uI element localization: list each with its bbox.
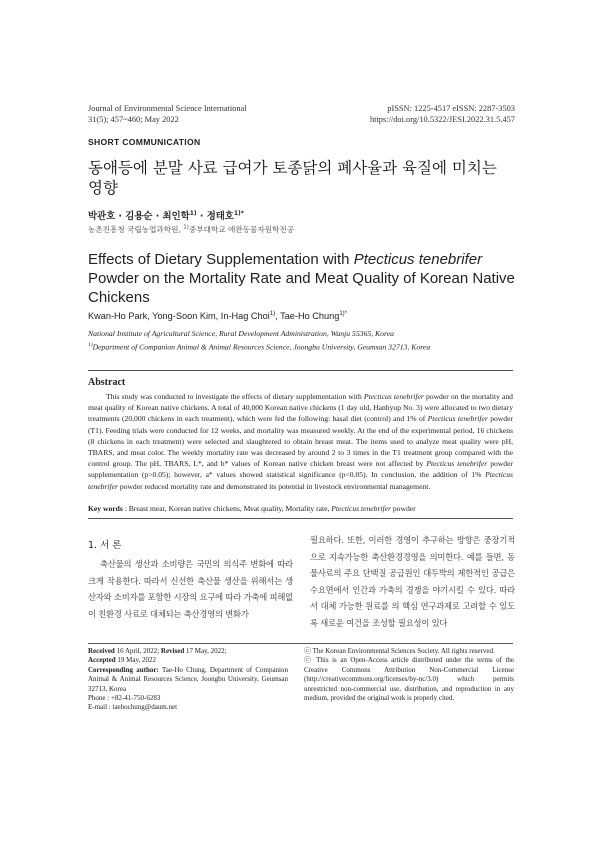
korean-authors: 박관호 · 김용순 · 최인학$^{1)}$ · 정태호$^{1)*}$ [88, 209, 244, 222]
section-heading-introduction: 1. 서 론 [88, 540, 122, 551]
phone: Phone : +82-41-750-6283 [88, 694, 161, 703]
abstract-bottom-rule [88, 518, 513, 519]
intro-left-column: 축산물의 생산과 소비량은 국민의 의식주 변화에 따라 크게 작용한다. 따라서 신선한 축산물 생산을 위해서는 생산자와 소비자를 포함한 시장의 요구에 따라 가축에 피해없이 친환경 사료로 대체되는 축산경영의 변화가 [88, 559, 293, 619]
keywords-label: Key words [88, 504, 123, 513]
korean-title [88, 158, 518, 198]
footnote-rule [88, 643, 513, 644]
footnote-left: Received 16 April, 2022; Revised 17 May, 2022; Accepted 19 May, 2022 Corresponding author: Tae-Ho Chung, Department of Companion Animal & Animal Resources Science, Joongbu University, Geumsan 32713, Korea Phone : +82-41-750-6283 E-mail : taehochung@daum.net [88, 647, 289, 712]
title-species: Ptecticus tenebrifer [353, 251, 483, 268]
english-authors: Kwan-Ho Park, Yong-Soon Kim, In-Hag Choi$^{1)}$, Tae-Ho Chung$^{1)*}$ [88, 311, 348, 322]
license: ⓒ This is an Open-Access article distributed under the terms of the Creative Commons Attribution Non-Commercial License (http://creativecommons.org/licenses/by-nc/3.0) which permits unrestricted non-commercial use, distribution, and reproduction in any medium, provided the original work is properly cited. [304, 656, 514, 703]
korean-affiliations: 농촌진흥청 국립농업과학원, $^{1)}$중부대학교 애완동물자원학전공 [88, 224, 295, 234]
footnote-right [304, 647, 514, 703]
article-type: SHORT COMMUNICATION [88, 137, 201, 147]
copyright: ⓒ The Korean Environmental Sciences Society. All rights reserved. [304, 647, 495, 655]
english-affiliations [88, 328, 528, 353]
journal-header [88, 103, 247, 125]
korean-title-line2: 영향 [88, 179, 118, 197]
doi-link[interactable]: https://doi.org/10.5322/JESI.2022.31.5.457 [369, 115, 515, 124]
korean-title-line1: 동애등에 분말 사료 급여가 토종닭의 폐사율과 육질에 미치는 [88, 159, 497, 177]
abstract-top-rule [88, 370, 513, 371]
english-title: Effects of Dietary Supplementation with Ptecticus tenebrifer Powder on the Mortality Rate and Meat Quality of Korean Native Chickens [88, 251, 515, 306]
journal-identifiers [370, 103, 515, 125]
issn: pISSN: 1225-4517 eISSN: 2287-3503 [387, 104, 515, 113]
abstract-body: This study was conducted to investigate the effects of dietary supplementation with Ptecticus tenebrifer powder on the mortality and meat quality of Korean native chickens. A total of 40,000 Korean native chickens (1 day old, Hanhyup No. 3) were allocated to two dietary treatments (20,000 chickens in each treatment), which were fed the following: basal diet (control) and 1% of Ptecticus tenebrifer powder (T1). Feeding trials were conducted for 12 weeks, and mortality was measured weekly. At the end of the experimental period, 16 chickens (8 chickens in each treatment) were selected and slaughtered to obtain breast meat. The items used to analyze meat quality were pH, TBARS, and meat color. The weekly mortality rate was decreased by around 2 to 3 times in the T1 treatment group compared with the control group. The pH, TBARS, L*, and b* values of Korean native chicken breast were not affected by Ptecticus tenebrifer powder supplementation (p>0.05); however, a* values showed statistical significance (p<0.05). In conclusion, the addition of 1% Ptecticus tenebrifer powder reduced mortality rate and demonstrated its potential in livestock environmental management. [88, 392, 513, 491]
email[interactable]: E-mail : taehochung@daum.net [88, 703, 178, 712]
affiliation-2: $^{1)}$Department of Companion Animal & Animal Resources Science, Joongbu University, Geumsan 32713, Korea [88, 341, 431, 352]
journal-name: Journal of Environmental Science International [88, 104, 247, 113]
abstract-heading: Abstract [88, 377, 126, 388]
intro-right-column: 필요하다. 또한, 이러한 경영이 추구하는 방향은 중장기적으로 지속가능한 축산환경경영을 의미한다. 예를 들면, 동물사료의 주요 단백질 공급원인 대두박의 제한적인 공급은 수요면에서 인간과 가축의 경쟁을 야기시킬 수 있다. 따라서 대체 가능한 원료를 의 핵심 연구과제로 고려할 수 있도록 새로운 여건을 조성할 필요성이 있다 [310, 535, 515, 628]
keywords: Key words : Breast meat, Korean native chickens, Meat quality, Mortality rate, Ptecticus tenebrifer powder [88, 504, 416, 513]
affiliation-1: National Institute of Agricultural Science, Rural Development Administration, Wanju 55365, Korea [88, 329, 394, 338]
journal-volume: 31(5); 457~460; May 2022 [88, 115, 179, 124]
